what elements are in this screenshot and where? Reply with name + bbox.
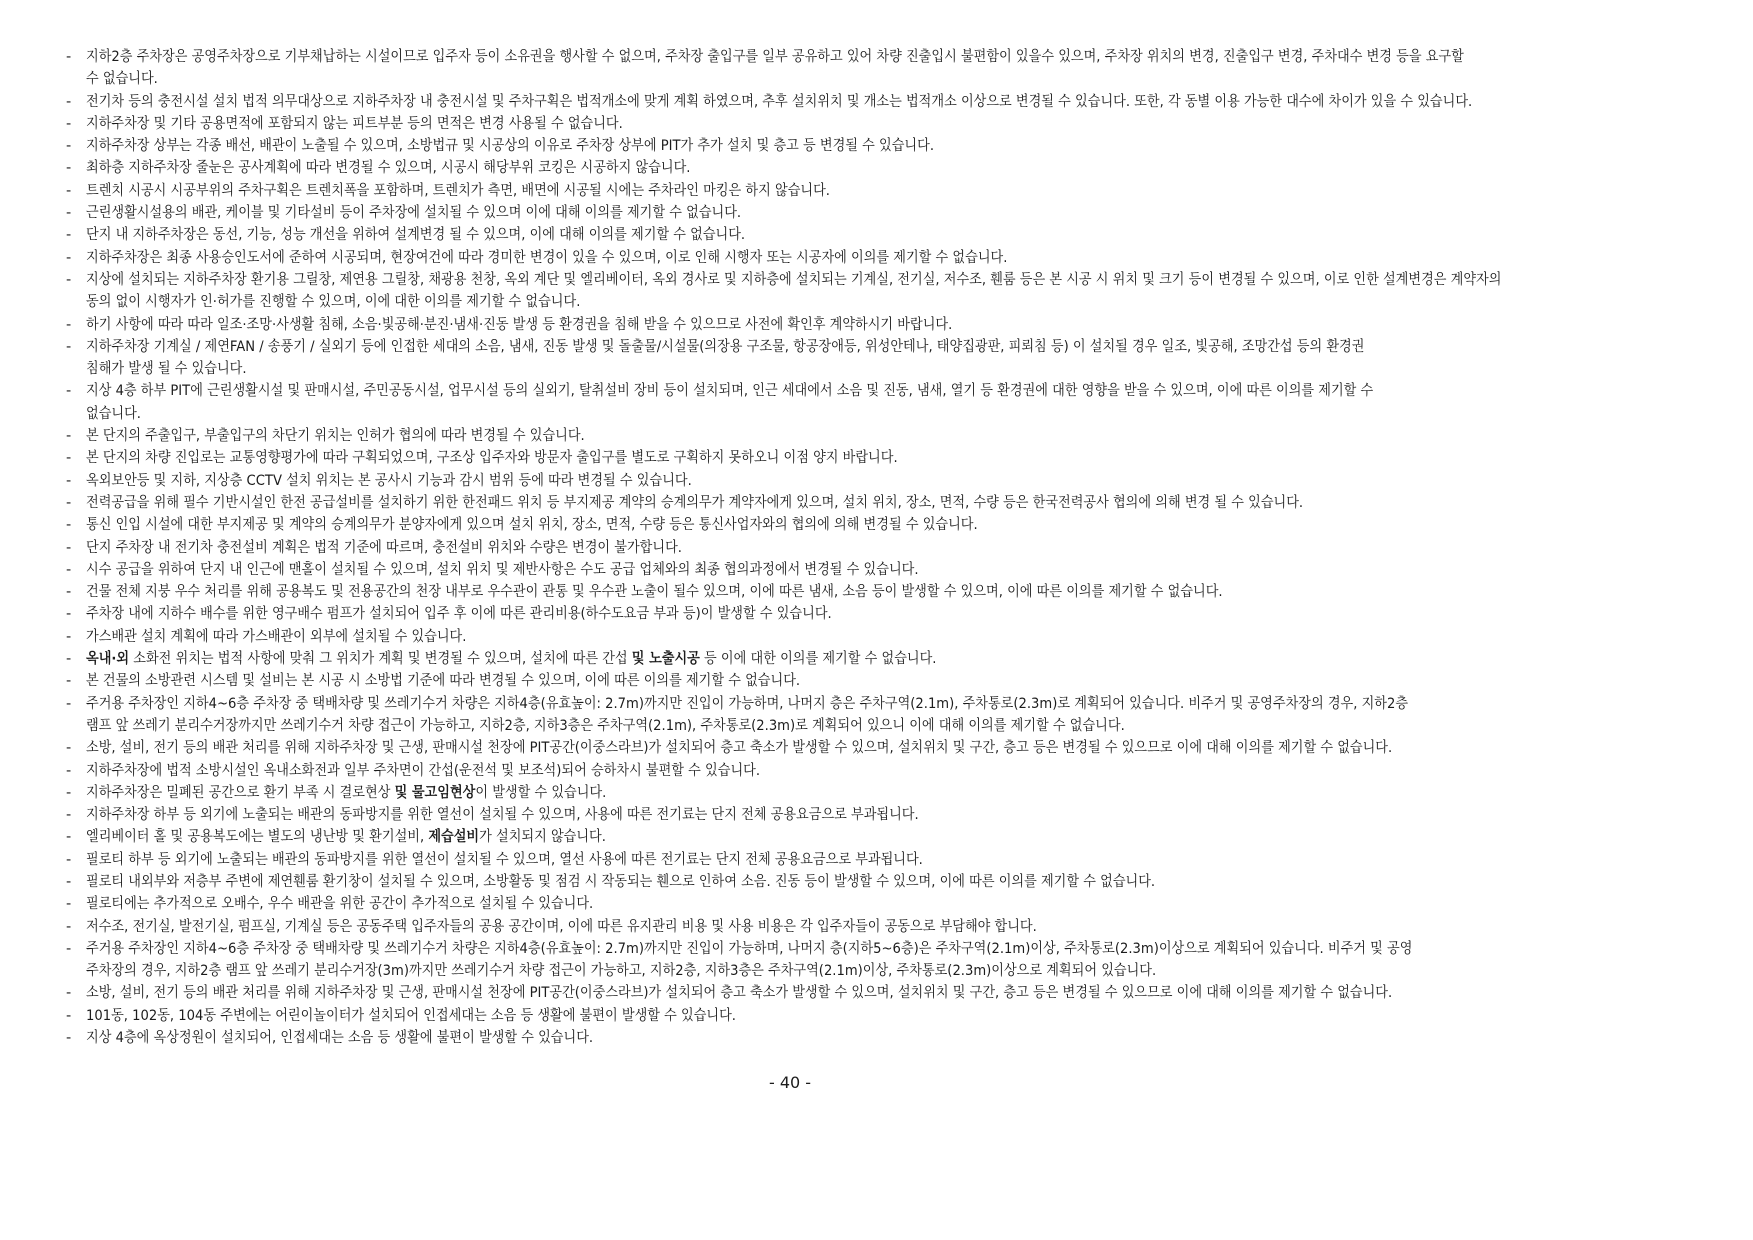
notice-line-text: 최하층 지하주차장 줄눈은 공사계획에 따라 변경될 수 있으며, 시공시 해당부위 코킹은 시공하지 않습니다.: [86, 160, 691, 177]
bullet-dash: -: [66, 695, 72, 712]
notice-line-text: 지하주차장 및 기타 공용면적에 포함되지 않는 피트부분 등의 면적은 변경 사용될 수 없습니다.: [86, 115, 623, 132]
bullet-dash: -: [66, 651, 72, 668]
bullet-dash: -: [66, 182, 72, 199]
notice-line: [86, 626, 1540, 648]
bullet-dash: -: [66, 873, 72, 890]
notice-item: [0, 648, 1753, 670]
notice-item: [0, 425, 1753, 447]
notice-item: [0, 916, 1753, 938]
text-segment: 등 이에 대한 이의를 제기할 수 없습니다.: [699, 651, 937, 668]
notice-list: [0, 46, 1753, 1049]
bullet-dash: -: [66, 517, 72, 534]
notice-line-text: 지하주차장 기계실 / 제연FAN / 송풍기 / 실외기 등에 인접한 세대의 소음, 냄새, 진동 발생 및 돌출물/시설물(의장용 구조물, 항공장애등, 위성안테나, 태양집광판, 피뢰침 등) 이 설치될 경우 일조, 빛공해, 조망간섭 등의 환경권: [86, 338, 1365, 355]
notice-line-text: 지하주차장에 법적 소방시설인 옥내소화전과 일부 주차면이 간섭(운전석 및 보조석)되어 승하차시 불편할 수 있습니다.: [86, 762, 761, 779]
notice-line-text: 트렌치 시공시 시공부위의 주차구획은 트렌치폭을 포함하며, 트렌치가 측면, 배면에 시공될 시에는 주차라인 마킹은 하지 않습니다.: [86, 182, 830, 199]
notice-item: [0, 626, 1753, 648]
notice-line-text: 단지 주차장 내 전기차 충전설비 계획은 법적 기준에 따르며, 충전설비 위치와 수량은 변경이 불가합니다.: [86, 539, 682, 556]
notice-line: [86, 916, 1540, 938]
notice-line-text: 소방, 설비, 전기 등의 배관 처리를 위해 지하주차장 및 근생, 판매시설 천장에 PIT공간(이중스라브)가 설치되어 층고 축소가 발생할 수 있으며, 설치위치 및 구간, 층고 등은 변경될 수 있으므로 이에 대해 이의를 제기할 수 없습니다.: [86, 985, 1393, 1002]
text-segment: 지하주차장은 밀폐된 공간으로 환기 부족 시 결로현상: [86, 784, 395, 801]
notice-item: [0, 581, 1753, 603]
bullet-dash: -: [66, 829, 72, 846]
notice-line: [86, 715, 1540, 737]
notice-line: [86, 559, 1540, 581]
notice-line: [86, 336, 1540, 358]
bullet-dash: -: [66, 249, 72, 266]
notice-line: [86, 782, 1540, 804]
notice-line-text: 주차장의 경우, 지하2층 램프 앞 쓰레기 분리수거장(3m)까지만 쓰레기수거 차량 접근이 가능하고, 지하2층, 지하3층은 주차구역(2.1m)이상, 주차통로(2.3m)이상으로 계획되어 있습니다.: [86, 963, 1157, 980]
notice-line: [86, 737, 1540, 759]
notice-line-text: 건물 전체 지붕 우수 처리를 위해 공용복도 및 전용공간의 천장 내부로 우수관이 관통 및 우수관 노출이 될수 있으며, 이에 따른 냄새, 소음 등이 발생할 수 있으며, 이에 따른 이의를 제기할 수 없습니다.: [86, 584, 1223, 601]
notice-line-text: [86, 648, 936, 670]
notice-line-text: 옥외보안등 및 지하, 지상층 CCTV 설치 위치는 본 공사시 기능과 감시 범위 등에 따라 변경될 수 있습니다.: [86, 472, 692, 489]
bullet-dash: -: [66, 1007, 72, 1024]
notice-line: [86, 180, 1540, 202]
notice-line: [86, 760, 1540, 782]
notice-line-text: 101동, 102동, 104동 주변에는 어린이놀이터가 설치되어 인접세대는 소음 등 생활에 불편이 발생할 수 있습니다.: [86, 1007, 736, 1024]
bullet-dash: -: [66, 628, 72, 645]
notice-line: [86, 291, 1540, 313]
notice-line: [86, 46, 1540, 68]
bullet-dash: -: [66, 227, 72, 244]
bullet-dash: -: [66, 918, 72, 935]
notice-line: [86, 224, 1540, 246]
notice-line-text: 주차장 내에 지하수 배수를 위한 영구배수 펌프가 설치되어 입주 후 이에 따른 관리비용(하수도요금 부과 등)이 발생할 수 있습니다.: [86, 606, 832, 623]
notice-line: [86, 826, 1540, 848]
notice-line: [86, 91, 1540, 113]
notice-item: [0, 693, 1753, 738]
bullet-dash: -: [66, 271, 72, 288]
notice-item: [0, 1027, 1753, 1049]
notice-line-text: 필로티에는 추가적으로 오배수, 우수 배관을 위한 공간이 추가적으로 설치될 수 있습니다.: [86, 896, 594, 913]
notice-line: [86, 537, 1540, 559]
notice-item: [0, 224, 1753, 246]
notice-line-text: 본 단지의 주출입구, 부출입구의 차단기 위치는 인허가 협의에 따라 변경될 수 있습니다.: [86, 428, 585, 445]
bullet-dash: -: [66, 606, 72, 623]
notice-item: [0, 804, 1753, 826]
notice-item: [0, 514, 1753, 536]
notice-item: [0, 737, 1753, 759]
notice-line: [86, 648, 1540, 670]
notice-line-text: 근린생활시설용의 배관, 케이블 및 기타설비 등이 주차장에 설치될 수 있으며 이에 대해 이의를 제기할 수 없습니다.: [86, 205, 742, 222]
notice-line-text: 지상 4층에 옥상정원이 설치되어, 인접세대는 소음 등 생활에 불편이 발생할 수 있습니다.: [86, 1030, 594, 1047]
bullet-dash: -: [66, 851, 72, 868]
notice-item: [0, 670, 1753, 692]
bullet-dash: -: [66, 316, 72, 333]
notice-line: [86, 982, 1540, 1004]
bullet-dash: -: [66, 338, 72, 355]
notice-line: [86, 314, 1540, 336]
notice-line-text: 수 없습니다.: [86, 71, 158, 88]
text-segment: 이 발생할 수 있습니다.: [475, 784, 607, 801]
notice-line: [86, 804, 1540, 826]
notice-line: [86, 157, 1540, 179]
notice-item: [0, 269, 1753, 314]
notice-line-text: 동의 없이 시행자가 인·허가를 진행할 수 있으며, 이에 대한 이의를 제기할 수 없습니다.: [86, 294, 581, 311]
bullet-dash: -: [66, 740, 72, 757]
notice-line-text: [86, 826, 606, 848]
bullet-dash: -: [66, 561, 72, 578]
notice-line: [86, 247, 1540, 269]
notice-line-text: 시수 공급을 위하여 단지 내 인근에 맨홀이 설치될 수 있으며, 설치 위치 및 제반사항은 수도 공급 업체와의 최종 협의과정에서 변경될 수 있습니다.: [86, 561, 919, 578]
notice-item: [0, 447, 1753, 469]
text-segment: 엘리베이터 홀 및 공용복도에는 별도의 냉난방 및 환기설비,: [86, 829, 429, 846]
notice-line: [86, 938, 1540, 960]
notice-line: [86, 447, 1540, 469]
bullet-dash: -: [66, 539, 72, 556]
notice-line: [86, 425, 1540, 447]
notice-line-text: 본 단지의 차량 진입로는 교통영향평가에 따라 구획되었으며, 구조상 입주자와 방문자 출입구를 별도로 구획하지 못하오니 이점 양지 바랍니다.: [86, 450, 898, 467]
notice-item: [0, 492, 1753, 514]
bullet-dash: -: [66, 93, 72, 110]
notice-line: [86, 871, 1540, 893]
notice-item: [0, 380, 1753, 425]
notice-line-text: 지하주차장은 최종 사용승인도서에 준하여 시공되며, 현장여건에 따라 경미한 변경이 있을 수 있으며, 이로 인해 시행자 또는 시공자에 이의를 제기할 수 없습니다.: [86, 249, 1008, 266]
notice-line-text: 가스배관 설치 계획에 따라 가스배관이 외부에 설치될 수 있습니다.: [86, 628, 467, 645]
page-number: - 40 -: [768, 1073, 812, 1092]
notice-line-text: [86, 782, 606, 804]
notice-line-text: 지상에 설치되는 지하주차장 환기용 그릴창, 제연용 그릴창, 채광용 천창, 옥외 계단 및 엘리베이터, 옥외 경사로 및 지하층에 설치되는 기계실, 전기실, 저수조, 휀룸 등은 본 시공 시 위치 및 크기 등이 변경될 수 있으며, 이로 인한 설계변경은 계약자의: [86, 271, 1502, 288]
notice-line: [86, 135, 1540, 157]
notice-line: [86, 403, 1540, 425]
notice-item: [0, 603, 1753, 625]
text-segment: 가 설치되지 않습니다.: [479, 829, 606, 846]
notice-line-text: 통신 인입 시설에 대한 부지제공 및 계약의 승계의무가 분양자에게 있으며 설치 위치, 장소, 면적, 수량 등은 통신사업자와의 협의에 의해 변경될 수 있습니다.: [86, 517, 978, 534]
notice-line: [86, 380, 1540, 402]
notice-line: [86, 202, 1540, 224]
notice-line-text: 지하2층 주차장은 공영주차장으로 기부채납하는 시설이므로 입주자 등이 소유권을 행사할 수 없으며, 주차장 출입구를 일부 공유하고 있어 차량 진출입시 불편함이 있을수 있으며, 주차장 위치의 변경, 진출입구 변경, 주차대수 변경 등을 요구할: [86, 49, 1464, 65]
notice-line-text: 저수조, 전기실, 발전기실, 펌프실, 기계실 등은 공동주택 입주자들의 공용 공간이며, 이에 따른 유지관리 비용 및 사용 비용은 각 입주자들이 공동으로 부담해야 합니다.: [86, 918, 1037, 935]
bullet-dash: -: [66, 784, 72, 801]
notice-item: [0, 470, 1753, 492]
bullet-dash: -: [66, 494, 72, 511]
notice-item: [0, 314, 1753, 336]
notice-line: [86, 514, 1540, 536]
notice-item: [0, 247, 1753, 269]
bullet-dash: -: [66, 584, 72, 601]
notice-line: [86, 670, 1540, 692]
notice-item: [0, 135, 1753, 157]
notice-item: [0, 849, 1753, 871]
notice-line: [86, 68, 1540, 90]
notice-line-text: 전기차 등의 충전시설 설치 법적 의무대상으로 지하주차장 내 충전시설 및 주차구획은 법적개소에 맞게 계획 하였으며, 추후 설치위치 및 개소는 법적개소 이상으로 변경될 수 있습니다. 또한, 각 동별 이용 가능한 대수에 차이가 있을 수 있습니다.: [86, 93, 1473, 110]
notice-item: [0, 893, 1753, 915]
notice-line-text: 램프 앞 쓰레기 분리수거장까지만 쓰레기수거 차량 접근이 가능하고, 지하2층, 지하3층은 주차구역(2.1m), 주차통로(2.3m)로 계획되어 있으니 이에 대해 이의를 제기할 수 없습니다.: [86, 717, 1125, 734]
notice-item: [0, 336, 1753, 381]
notice-line-text: 본 건물의 소방관련 시스템 및 설비는 본 시공 시 소방법 기준에 따라 변경될 수 있으며, 이에 따른 이의를 제기할 수 없습니다.: [86, 673, 801, 690]
notice-line-text: 침해가 발생 될 수 있습니다.: [86, 361, 247, 378]
notice-item: [0, 113, 1753, 135]
bullet-dash: -: [66, 940, 72, 957]
notice-line: [86, 960, 1540, 982]
bullet-dash: -: [66, 49, 72, 65]
bullet-dash: -: [66, 160, 72, 177]
notice-item: [0, 982, 1753, 1004]
notice-item: [0, 180, 1753, 202]
notice-line: [86, 358, 1540, 380]
notice-line: [86, 693, 1540, 715]
notice-item: [0, 782, 1753, 804]
bold-text: 및 노출시공: [631, 651, 700, 668]
notice-line: [86, 269, 1540, 291]
notice-line: [86, 893, 1540, 915]
bullet-dash: -: [66, 472, 72, 489]
notice-line: [86, 849, 1540, 871]
notice-line: [86, 470, 1540, 492]
bullet-dash: -: [66, 896, 72, 913]
notice-line-text: 필로티 하부 등 외기에 노출되는 배관의 동파방지를 위한 열선이 설치될 수 있으며, 열선 사용에 따른 전기료는 단지 전체 공용요금으로 부과됩니다.: [86, 851, 923, 868]
notice-line: [86, 492, 1540, 514]
bullet-dash: -: [66, 205, 72, 222]
notice-line-text: 지상 4층 하부 PIT에 근린생활시설 및 판매시설, 주민공동시설, 업무시설 등의 실외기, 탈취설비 장비 등이 설치되며, 인근 세대에서 소음 및 진동, 냄새, 열기 등 환경권에 대한 영향을 받을 수 있으며, 이에 따른 이의를 제기할 수: [86, 383, 1374, 400]
notice-line: [86, 1027, 1540, 1049]
notice-line-text: 하기 사항에 따라 따라 일조·조망·사생활 침해, 소음·빛공해·분진·냄새·진동 발생 등 환경권을 침해 받을 수 있으므로 사전에 확인후 계약하시기 바랍니다.: [86, 316, 953, 333]
notice-item: [0, 559, 1753, 581]
notice-item: [0, 91, 1753, 113]
notice-line: [86, 1005, 1540, 1027]
notice-line-text: 필로티 내외부와 저층부 주변에 제연휀룸 환기창이 설치될 수 있으며, 소방활동 및 점검 시 작동되는 휀으로 인하여 소음. 진동 등이 발생할 수 있으며, 이에 따른 이의를 제기할 수 없습니다.: [86, 873, 1156, 890]
notice-item: [0, 938, 1753, 983]
bullet-dash: -: [66, 115, 72, 132]
bullet-dash: -: [66, 985, 72, 1002]
bullet-dash: -: [66, 762, 72, 779]
notice-line: [86, 603, 1540, 625]
notice-line-text: 단지 내 지하주차장은 동선, 기능, 성능 개선을 위하여 설계변경 될 수 있으며, 이에 대해 이의를 제기할 수 없습니다.: [86, 227, 746, 244]
notice-item: [0, 826, 1753, 848]
bullet-dash: -: [66, 383, 72, 400]
bold-text: 제습설비: [428, 829, 480, 846]
notice-line-text: 전력공급을 위해 필수 기반시설인 한전 공급설비를 설치하기 위한 한전패드 위치 등 부지제공 계약의 승계의무가 계약자에게 있으며, 설치 위치, 장소, 면적, 수량 등은 한국전력공사 협의에 의해 변경 될 수 있습니다.: [86, 494, 1304, 511]
notice-item: [0, 1005, 1753, 1027]
bullet-dash: -: [66, 450, 72, 467]
notice-line-text: 없습니다.: [86, 405, 141, 422]
notice-item: [0, 760, 1753, 782]
notice-line-text: 소방, 설비, 전기 등의 배관 처리를 위해 지하주차장 및 근생, 판매시설 천장에 PIT공간(이중스라브)가 설치되어 층고 축소가 발생할 수 있으며, 설치위치 및 구간, 층고 등은 변경될 수 있으므로 이에 대해 이의를 제기할 수 없습니다.: [86, 740, 1393, 757]
bullet-dash: -: [66, 807, 72, 824]
notice-line-text: 주거용 주차장인 지하4~6층 주차장 중 택배차량 및 쓰레기수거 차량은 지하4층(유효높이: 2.7m)까지만 진입이 가능하며, 나머지 층은 주차구역(2.1m), 주차통로(2.3m)로 계획되어 있습니다. 비주거 및 공영주차장의 경우, 지하2층: [86, 695, 1409, 712]
notice-line: [86, 581, 1540, 603]
notice-item: [0, 537, 1753, 559]
notice-line-text: 지하주차장 하부 등 외기에 노출되는 배관의 동파방지를 위한 열선이 설치될 수 있으며, 사용에 따른 전기료는 단지 전체 공용요금으로 부과됩니다.: [86, 807, 919, 824]
notice-item: [0, 157, 1753, 179]
notice-item: [0, 202, 1753, 224]
bold-text: 옥내·외: [86, 651, 130, 668]
notice-line: [86, 113, 1540, 135]
bullet-dash: -: [66, 138, 72, 155]
bullet-dash: -: [66, 1030, 72, 1047]
notice-line-text: 지하주차장 상부는 각종 배선, 배관이 노출될 수 있으며, 소방법규 및 시공상의 이유로 주차장 상부에 PIT가 추가 설치 및 층고 등 변경될 수 있습니다.: [86, 138, 935, 155]
bold-text: 및 물고임현상: [394, 784, 476, 801]
bullet-dash: -: [66, 428, 72, 445]
bullet-dash: -: [66, 673, 72, 690]
text-segment: 소화전 위치는 법적 사항에 맞춰 그 위치가 계획 및 변경될 수 있으며, 설치에 따른 간섭: [129, 651, 632, 668]
notice-item: [0, 46, 1753, 91]
notice-line-text: 주거용 주차장인 지하4~6층 주차장 중 택배차량 및 쓰레기수거 차량은 지하4층(유효높이: 2.7m)까지만 진입이 가능하며, 나머지 층(지하5~6층)은 주차구역(2.1m)이상, 주차통로(2.3m)이상으로 계획되어 있습니다. 비주거 및 공영: [86, 940, 1413, 957]
notice-item: [0, 871, 1753, 893]
